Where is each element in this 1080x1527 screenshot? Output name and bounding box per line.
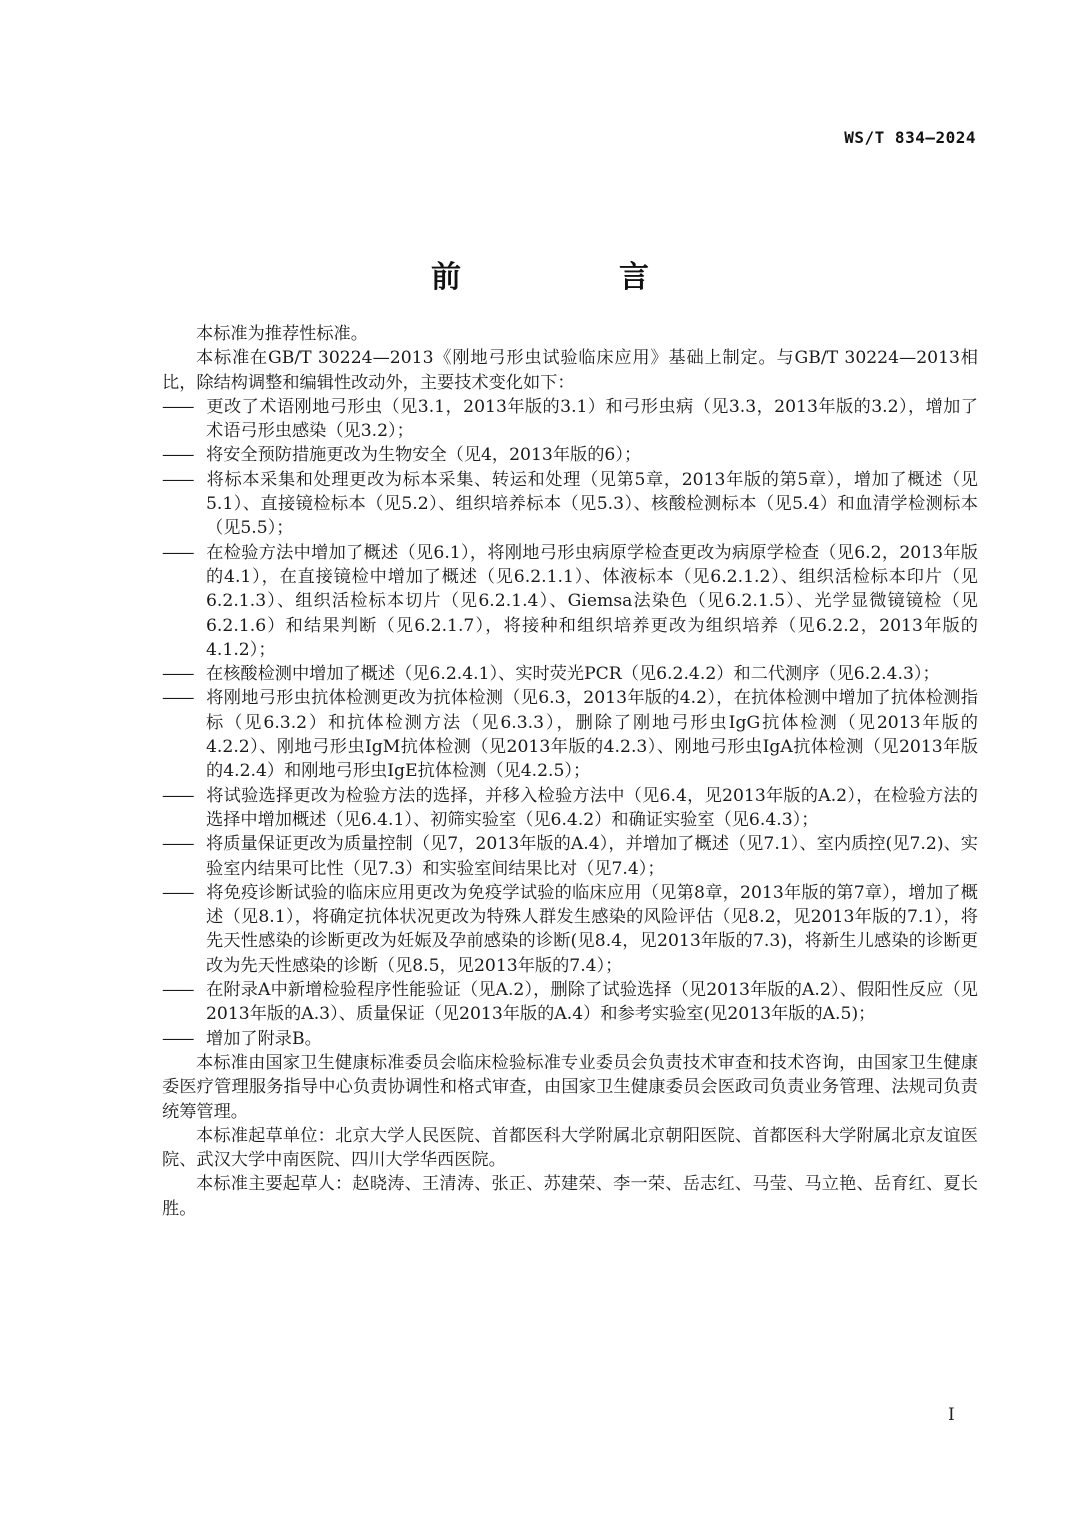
dash-marker: ——: [162, 1028, 193, 1049]
list-item: [162, 978, 978, 1027]
dash-marker: ——: [162, 396, 193, 417]
drafting-units-paragraph: 本标准起草单位：北京大学人民医院、首都医科大学附属北京朝阳医院、首都医科大学附属北京友谊医院、武汉大学中南医院、四川大学华西医院。: [162, 1125, 978, 1171]
list-item: [162, 443, 978, 467]
list-item-text: 将试验选择更改为检验方法的选择，并移入检验方法中（见6.4，见2013年版的A.2），在检验方法的选择中增加概述（见6.4.1）、初筛实验室（见6.4.2）和确证实验室（见6.4.3）；: [206, 785, 978, 830]
list-item-text: 在核酸检测中增加了概述（见6.2.4.1）、实时荧光PCR（见6.2.4.2）和二代测序（见6.2.4.3）；: [206, 664, 940, 685]
dash-marker: ——: [162, 785, 193, 806]
list-item-text: 将安全预防措施更改为生物安全（见4，2013年版的6）；: [206, 445, 642, 466]
list-item: [162, 395, 978, 444]
foreword-body: [162, 322, 978, 1221]
dash-marker: ——: [162, 980, 193, 1001]
list-item-text: 更改了术语刚地弓形虫（见3.1，2013年版的3.1）和弓形虫病（见3.3，2013年版的3.2），增加了术语弓形虫感染（见3.2）；: [206, 396, 978, 442]
list-item: [162, 832, 978, 881]
list-item-text: 增加了附录B。: [206, 1028, 322, 1049]
list-item: [162, 881, 978, 978]
dash-marker: ——: [162, 882, 193, 903]
list-item-text: 将刚地弓形虫抗体检测更改为抗体检测（见6.3，2013年版的4.2），在抗体检测中增加了抗体检测指标（见6.3.2）和抗体检测方法（见6.3.3），删除了刚地弓形虫IgG抗体检测（见2013年版的4.2.2）、刚地弓形虫IgM抗体检测（见2013年版的4.2.3）、刚地弓形虫IgA抗体检测（见2013年版的4.2.4）和刚地弓形虫IgE抗体检测（见4.2.5）；: [206, 688, 978, 782]
page-title: 前 言: [431, 260, 713, 295]
list-item-text: 在附录A中新增检验程序性能验证（见A.2），删除了试验选择（见2013年版的A.2）、假阳性反应（见2013年版的A.3）、质量保证（见2013年版的A.4）和参考实验室(见2013年版的A.5)；: [206, 980, 978, 1025]
list-item: [162, 662, 978, 686]
list-item: [162, 1027, 978, 1051]
dash-marker: ——: [162, 834, 193, 855]
review-paragraph: 本标准由国家卫生健康标准委员会临床检验标准专业委员会负责技术审查和技术咨询，由国家卫生健康委医疗管理服务指导中心负责协调性和格式审查，由国家卫生健康委员会医政司负责业务管理、法规司负责统筹管理。: [162, 1052, 978, 1122]
list-item: [162, 784, 978, 833]
drafters-paragraph: 本标准主要起草人：赵晓涛、王清涛、张正、苏建荣、李一荣、岳志红、马莹、马立艳、岳育红、夏长胜。: [162, 1174, 978, 1219]
list-item: [162, 468, 978, 541]
list-item: [162, 541, 978, 662]
changes-list: [162, 395, 978, 1051]
dash-marker: ——: [162, 542, 193, 563]
dash-marker: ——: [162, 469, 193, 490]
list-item-text: 将质量保证更改为质量控制（见7，2013年版的A.4），并增加了概述（见7.1）、室内质控(见7.2)、实验室内结果可比性（见7.3）和实验室间结果比对（见7.4）；: [206, 834, 978, 879]
page-number: I: [948, 1405, 955, 1425]
list-item: [162, 686, 978, 783]
list-item-text: 将免疫诊断试验的临床应用更改为免疫学试验的临床应用（见第8章，2013年版的第7章），增加了概述（见8.1），将确定抗体状况更改为特殊人群发生感染的风险评估（见8.2，见2013年版的7.1），将先天性感染的诊断更改为妊娠及孕前感染的诊断(见8.4，见2013年版的7.3)，将新生儿感染的诊断更改为先天性感染的诊断（见8.5，见2013年版的7.4）；: [206, 882, 978, 976]
intro-paragraph-1: 本标准为推荐性标准。: [196, 324, 368, 344]
intro-paragraph-2: 本标准在GB/T 30224—2013《刚地弓形虫试验临床应用》基础上制定。与GB/T 30224—2013相比，除结构调整和编辑性改动外，主要技术变化如下：: [162, 348, 978, 393]
list-item-text: 在检验方法中增加了概述（见6.1），将刚地弓形虫病原学检查更改为病原学检查（见6.2，2013年版的4.1），在直接镜检中增加了概述（见6.2.1.1）、体液标本（见6.2.1.2）、组织活检标本印片（见6.2.1.3）、组织活检标本切片（见6.2.1.4）、Giemsa法染色（见6.2.1.5）、光学显微镜镜检（见6.2.1.6）和结果判断（见6.2.1.7），将接种和组织培养更改为组织培养（见6.2.2，2013年版的4.1.2）；: [206, 542, 978, 660]
list-item-text: 将标本采集和处理更改为标本采集、转运和处理（见第5章，2013年版的第5章），增加了概述（见5.1）、直接镜检标本（见5.2）、组织培养标本（见5.3）、核酸检测标本（见5.4）和血清学检测标本（见5.5）；: [206, 469, 978, 539]
dash-marker: ——: [162, 664, 193, 685]
dash-marker: ——: [162, 445, 193, 466]
dash-marker: ——: [162, 688, 193, 709]
standard-code: WS/T 834—2024: [844, 128, 976, 147]
